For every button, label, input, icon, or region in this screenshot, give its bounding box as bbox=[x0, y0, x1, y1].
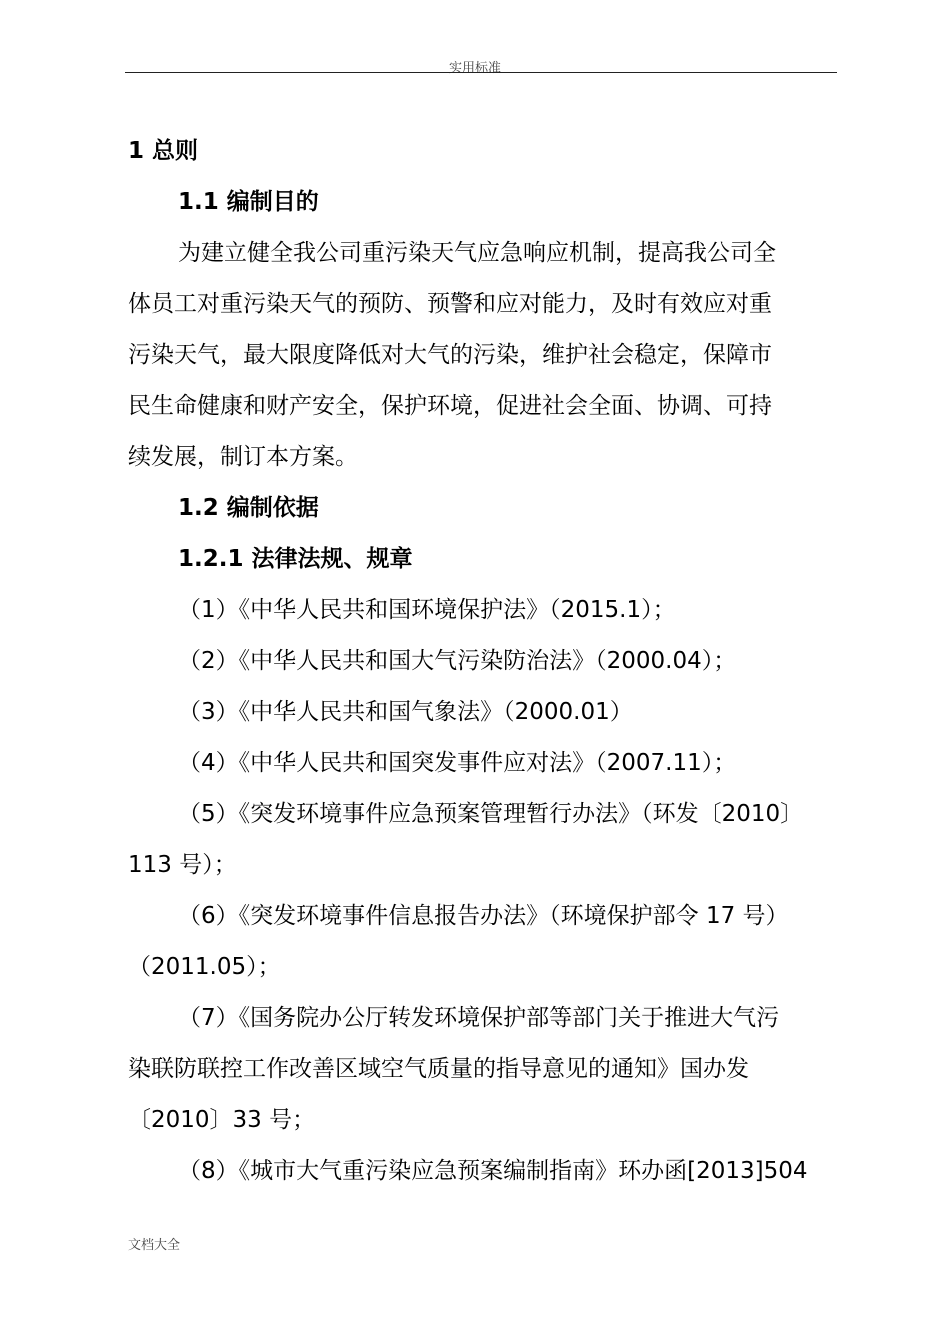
law-item-continued: 染联防联控工作改善区域空气质量的指导意见的通知》国办发 bbox=[128, 1056, 749, 1082]
purpose-line: 污染天气，最大限度降低对大气的污染，维护社会稳定，保障市 bbox=[128, 342, 772, 368]
law-item: （3）《中华人民共和国气象法》（2000.01） bbox=[178, 699, 633, 725]
heading-1-1: 1.1 编制目的 bbox=[178, 189, 319, 215]
page-header: 实用标准 bbox=[448, 61, 501, 76]
heading-1-2: 1.2 编制依据 bbox=[178, 495, 319, 521]
purpose-line: 民生命健康和财产安全，保护环境，促进社会全面、协调、可持 bbox=[128, 393, 772, 419]
law-item: （7）《国务院办公厅转发环境保护部等部门关于推进大气污 bbox=[178, 1005, 780, 1031]
law-item-continued: 〔2010〕33 号； bbox=[128, 1107, 316, 1133]
purpose-line: 体员工对重污染天气的预防、预警和应对能力，及时有效应对重 bbox=[128, 291, 772, 317]
law-item: （5）《突发环境事件应急预案管理暂行办法》（环发〔2010〕 bbox=[178, 801, 804, 827]
law-item: （8）《城市大气重污染应急预案编制指南》环办函[2013]504 bbox=[178, 1158, 808, 1184]
page-footer: 文档大全 bbox=[128, 1238, 181, 1253]
law-item-continued: （2011.05）； bbox=[128, 954, 281, 980]
law-item: （4）《中华人民共和国突发事件应对法》（2007.11）； bbox=[178, 750, 737, 776]
heading-1: 1 总则 bbox=[128, 138, 199, 164]
law-item: （6）《突发环境事件信息报告办法》（环境保护部令 17 号） bbox=[178, 903, 789, 929]
law-item-continued: 113 号）； bbox=[128, 852, 237, 878]
law-item: （1）《中华人民共和国环境保护法》（2015.1）； bbox=[178, 597, 676, 623]
purpose-line: 为建立健全我公司重污染天气应急响应机制，提高我公司全 bbox=[178, 240, 776, 266]
purpose-line: 续发展，制订本方案。 bbox=[128, 444, 358, 470]
law-item: （2）《中华人民共和国大气污染防治法》（2000.04）； bbox=[178, 648, 737, 674]
header-rule bbox=[125, 72, 837, 73]
heading-1-2-1: 1.2.1 法律法规、规章 bbox=[178, 546, 413, 572]
